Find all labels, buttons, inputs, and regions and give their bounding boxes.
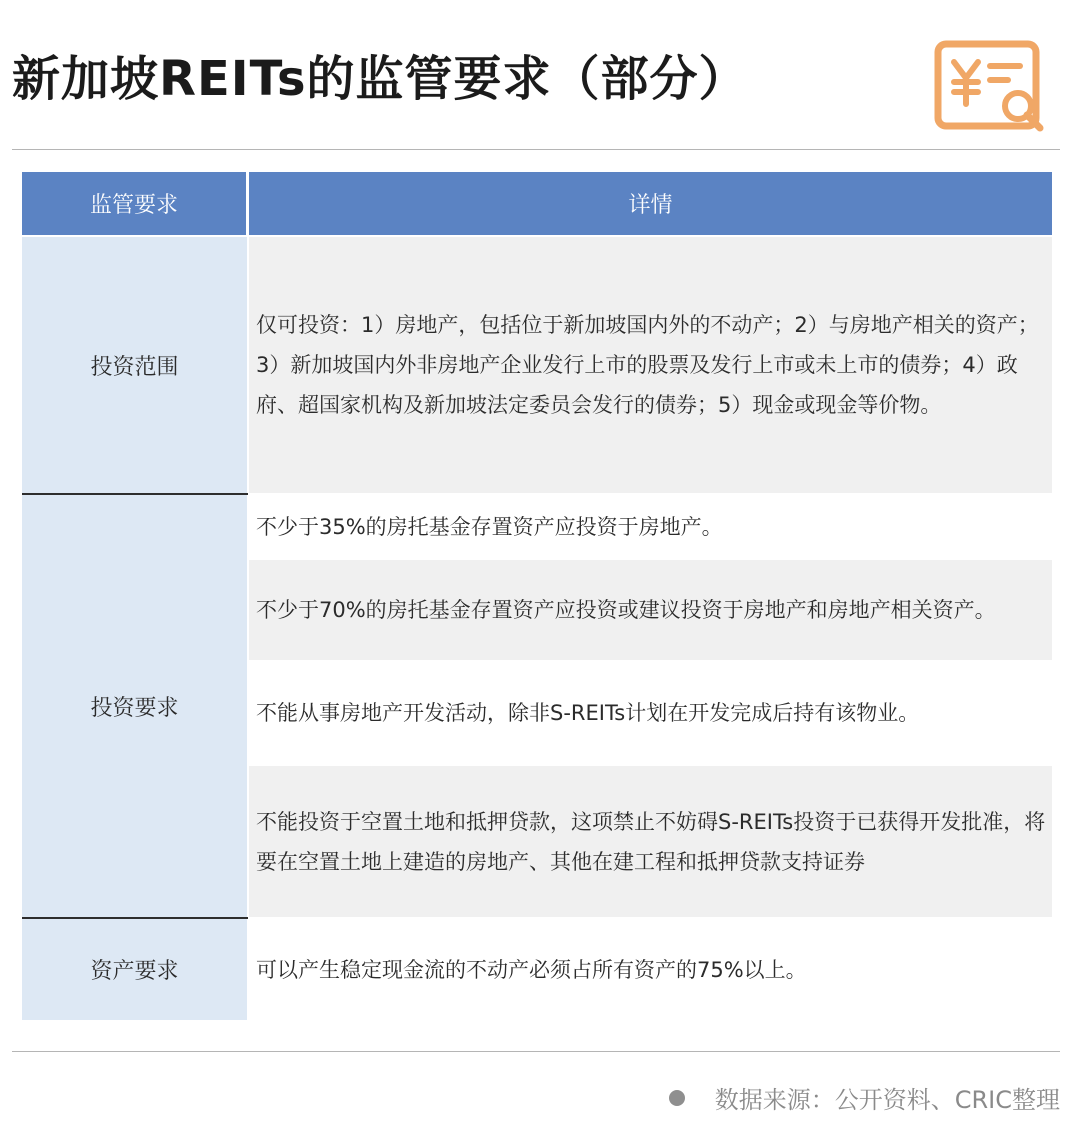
detail-text: 不少于35%的房托基金存置资产应投资于房地产。 <box>256 514 723 539</box>
detail-text: 仅可投资：1）房地产，包括位于新加坡国内外的不动产；2）与房地产相关的资产；3）新加坡国内外非房地产企业发行上市的股票及发行上市或未上市的债券；4）政府、超国家机构及新加坡法定委员会发行的债券；5）现金或现金等价物。 <box>256 313 1039 417</box>
detail-cell <box>249 560 1052 660</box>
source-text: 数据来源：公开资料、CRIC整理 <box>714 1086 1060 1114</box>
row-label-investment-requirements: 投资要求 <box>22 495 247 917</box>
column-header-details: 详情 <box>249 172 1052 235</box>
detail-text: 不能投资于空置土地和抵押贷款，这项禁止不妨碍S-REITs投资于已获得开发批准，将要在空置土地上建造的房地产、其他在建工程和抵押贷款支持证券 <box>256 809 1046 874</box>
top-divider <box>12 149 1060 150</box>
detail-text: 可以产生稳定现金流的不动产必须占所有资产的75%以上。 <box>256 957 807 982</box>
detail-cell <box>249 662 1052 764</box>
row-label-investment-scope: 投资范围 <box>22 237 247 493</box>
column-header-requirement: 监管要求 <box>22 172 246 235</box>
yuan-document-search-icon <box>934 40 1046 132</box>
detail-text: 不能从事房地产开发活动，除非S-REITs计划在开发完成后持有该物业。 <box>256 701 920 725</box>
detail-cell <box>249 919 1052 1020</box>
source-note <box>669 1080 1060 1115</box>
bullet-dot-icon <box>669 1090 685 1106</box>
bottom-divider <box>12 1051 1060 1052</box>
detail-cell <box>249 237 1052 493</box>
detail-text: 不少于70%的房托基金存置资产应投资或建议投资于房地产和房地产相关资产。 <box>256 598 996 622</box>
detail-cell <box>249 495 1052 558</box>
page-title: 新加坡REITs的监管要求（部分） <box>12 51 748 107</box>
row-label-asset-requirements: 资产要求 <box>22 919 247 1020</box>
detail-cell <box>249 766 1052 917</box>
